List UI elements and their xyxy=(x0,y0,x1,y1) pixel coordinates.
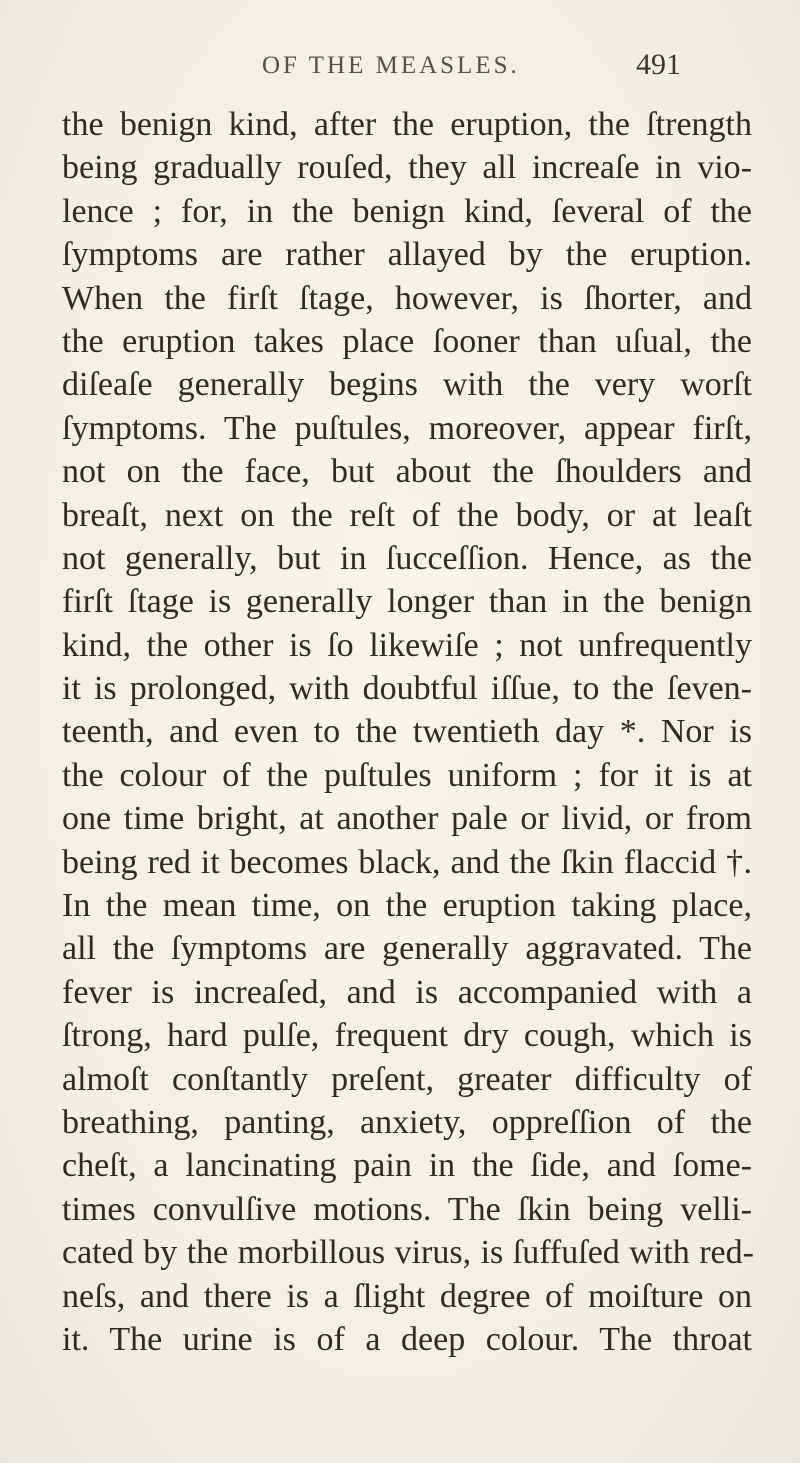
text-line: In the mean time, on the eruption taking place, xyxy=(62,887,752,925)
text-line: the eruption takes place ſooner than uſual, the xyxy=(62,322,752,360)
text-line: it is prolonged, with doubtful iſſue, to the ſeven- xyxy=(62,670,752,708)
text-line: firſt ſtage is generally longer than in the benign xyxy=(62,583,752,621)
text-line: ſymptoms. The puſtules, moreover, appear firſt, xyxy=(62,409,752,447)
text-line: ſymptoms are rather allayed by the eruption. xyxy=(62,236,752,274)
text-line: When the firſt ſtage, however, is ſhorter, and xyxy=(62,279,752,317)
body-text xyxy=(62,103,752,1361)
text-line: teenth, and even to the twentieth day *. Nor is xyxy=(62,713,752,751)
text-line: times convulſive motions. The ſkin being velli- xyxy=(62,1190,752,1228)
text-line: one time bright, at another pale or livid, or from xyxy=(62,800,752,838)
text-line: kind, the other is ſo likewiſe ; not unfrequently xyxy=(62,626,752,664)
text-line: all the ſymptoms are generally aggravated. The xyxy=(62,930,752,968)
text-line: fever is increaſed, and is accompanied with a xyxy=(62,973,752,1011)
text-line: breathing, panting, anxiety, oppreſſion of the xyxy=(62,1103,752,1141)
text-line: the colour of the puſtules uniform ; for it is at xyxy=(62,756,752,794)
page-number: 491 xyxy=(636,48,681,81)
text-line: cated by the morbillous virus, is ſuffuſed with red- xyxy=(62,1234,754,1272)
running-head xyxy=(0,48,800,88)
running-title: OF THE MEASLES. xyxy=(262,52,520,79)
text-line: being gradually rouſed, they all increaſe in vio- xyxy=(62,149,752,187)
text-line: it. The urine is of a deep colour. The throat xyxy=(62,1320,752,1358)
text-line: diſeaſe generally begins with the very worſt xyxy=(62,366,752,404)
text-line: breaſt, next on the reſt of the body, or at leaſt xyxy=(62,496,752,534)
text-line: ſtrong, hard pulſe, frequent dry cough, which is xyxy=(62,1017,752,1055)
text-line: the benign kind, after the eruption, the ſtrength xyxy=(62,106,752,143)
text-line: cheſt, a lancinating pain in the ſide, and ſome- xyxy=(62,1147,752,1185)
text-line: not on the face, but about the ſhoulders and xyxy=(62,453,752,491)
text-line: neſs, and there is a ſlight degree of moiſture on xyxy=(62,1277,752,1315)
text-line: not generally, but in ſucceſſion. Hence, as the xyxy=(62,539,752,577)
text-line: being red it becomes black, and the ſkin flaccid †. xyxy=(62,843,752,881)
text-line: lence ; for, in the benign kind, ſeveral of the xyxy=(62,192,752,230)
text-line: almoſt conſtantly preſent, greater difficulty of xyxy=(62,1060,752,1098)
